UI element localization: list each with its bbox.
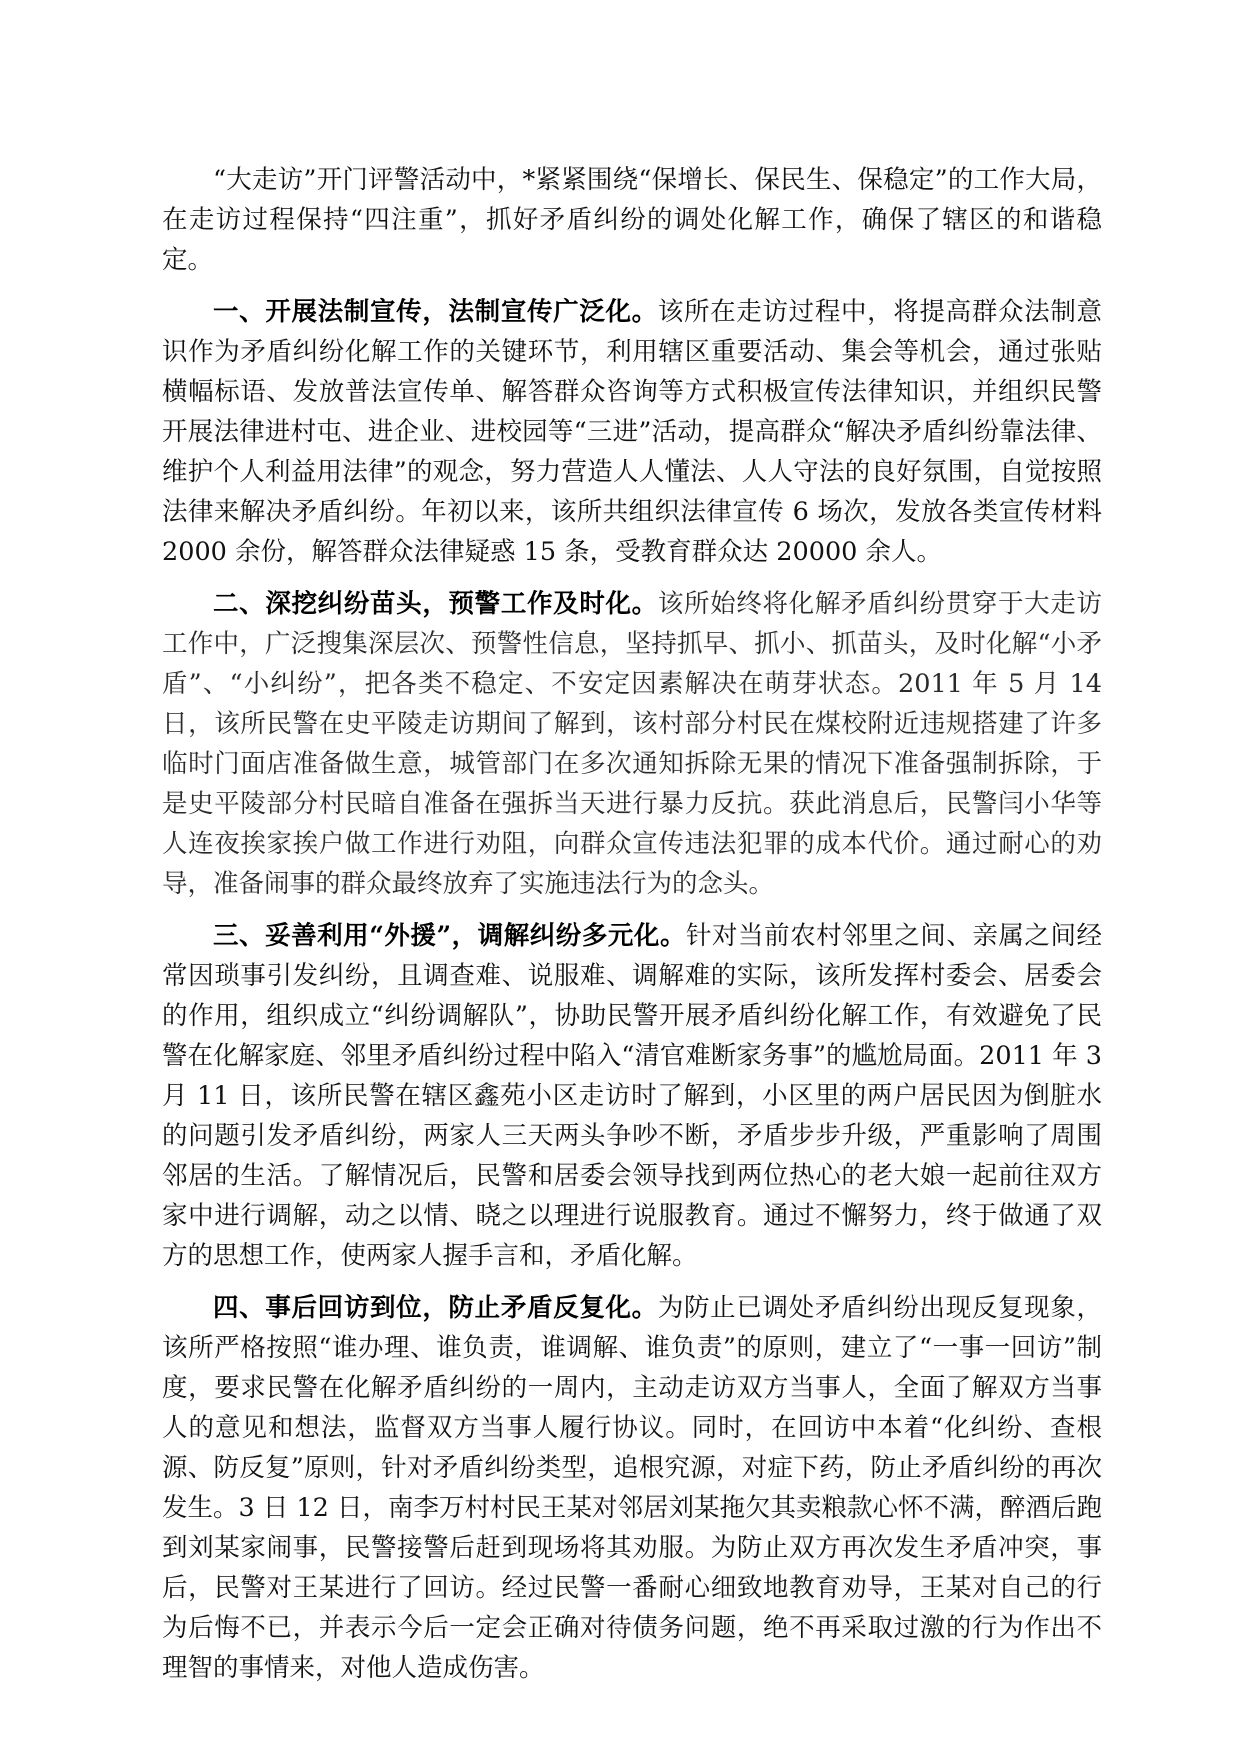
- section-2-heading: 二、深挖纠纷苗头，预警工作及时化。: [213, 589, 658, 619]
- section-1-body: 该所在走访过程中，将提高群众法制意识作为矛盾纠纷化解工作的关键环节，利用辖区重要活动、集会等机会，通过张贴横幅标语、发放普法宣传单、解答群众咨询等方式积极宣传法律知识，并组织民警开展法律进村屯、进企业、进校园等“三进”活动，提高群众“解决矛盾纠纷靠法律、维护个人利益用法律”的观念，努力营造人人懂法、人人守法的良好氛围，自觉按照法律来解决矛盾纠纷。年初以来，该所共组织法律宣传 6 场次，发放各类宣传材料 2000 余份，解答群众法律疑惑 15 条，受教育群众达 20000 余人。: [162, 297, 1102, 567]
- section-3-heading: 三、妥善利用“外援”，调解纠纷多元化。: [213, 921, 686, 951]
- section-1-heading: 一、开展法制宣传，法制宣传广泛化。: [213, 297, 658, 327]
- intro-paragraph: “大走访”开门评警活动中，*紧紧围绕“保增长、保民生、保稳定”的工作大局，在走访过程保持“四注重”，抓好矛盾纠纷的调处化解工作，确保了辖区的和谐稳定。: [162, 165, 1102, 275]
- section-4-body: 为防止已调处矛盾纠纷出现反复现象，该所严格按照“谁办理、谁负责，谁调解、谁负责”的原则，建立了“一事一回访”制度，要求民警在化解矛盾纠纷的一周内，主动走访双方当事人，全面了解双方当事人的意见和想法，监督双方当事人履行协议。同时，在回访中本着“化纠纷、查根源、防反复”原则，针对矛盾纠纷类型，追根究源，对症下药，防止矛盾纠纷的再次发生。3 日 12 日，南李万村村民王某对邻居刘某拖欠其卖粮款心怀不满，醉酒后跑到刘某家闹事，民警接警后赶到现场将其劝服。为防止双方再次发生矛盾冲突，事后，民警对王某进行了回访。经过民警一番耐心细致地教育劝导，王某对自己的行为后悔不已，并表示今后一定会正确对待债务问题，绝不再采取过激的行为作出不理智的事情来，对他人造成伤害。: [162, 1293, 1102, 1683]
- document-page: [162, 160, 1102, 1700]
- section-2-paragraph: [162, 584, 1102, 904]
- section-3-paragraph: [162, 916, 1102, 1276]
- section-4-paragraph: [162, 1288, 1102, 1688]
- section-3-body: 针对当前农村邻里之间、亲属之间经常因琐事引发纠纷，且调查难、说服难、调解难的实际，该所发挥村委会、居委会的作用，组织成立“纠纷调解队”，协助民警开展矛盾纠纷化解工作，有效避免了民警在化解家庭、邻里矛盾纠纷过程中陷入“清官难断家务事”的尴尬局面。2011 年 3 月 11 日，该所民警在辖区鑫苑小区走访时了解到，小区里的两户居民因为倒脏水的问题引发矛盾纠纷，两家人三天两头争吵不断，矛盾步步升级，严重影响了周围邻居的生活。了解情况后，民警和居委会领导找到两位热心的老大娘一起前往双方家中进行调解，动之以情、晓之以理进行说服教育。通过不懈努力，终于做通了双方的思想工作，使两家人握手言和，矛盾化解。: [162, 921, 1102, 1271]
- section-2-body: 该所始终将化解矛盾纠纷贯穿于大走访工作中，广泛搜集深层次、预警性信息，坚持抓早、抓小、抓苗头，及时化解“小矛盾”、“小纠纷”，把各类不稳定、不安定因素解决在萌芽状态。2011 年 5 月 14 日，该所民警在史平陵走访期间了解到，该村部分村民在煤校附近违规搭建了许多临时门面店准备做生意，城管部门在多次通知拆除无果的情况下准备强制拆除，于是史平陵部分村民暗自准备在强拆当天进行暴力反抗。获此消息后，民警闫小华等人连夜挨家挨户做工作进行劝阻，向群众宣传违法犯罪的成本代价。通过耐心的劝导，准备闹事的群众最终放弃了实施违法行为的念头。: [162, 589, 1102, 899]
- section-4-heading: 四、事后回访到位，防止矛盾反复化。: [213, 1293, 658, 1323]
- section-1-paragraph: [162, 292, 1102, 572]
